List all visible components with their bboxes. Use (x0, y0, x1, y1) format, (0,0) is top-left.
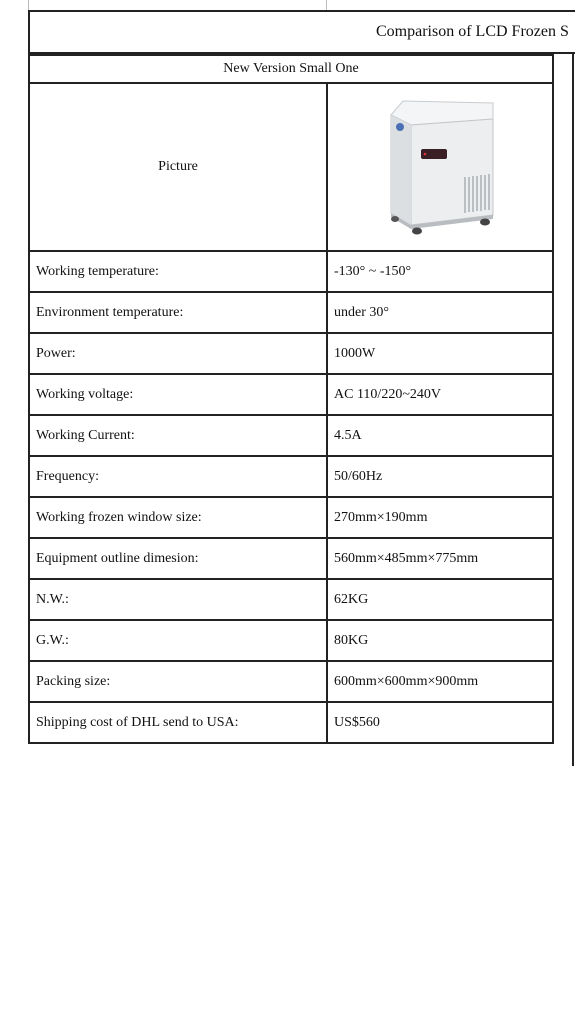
spec-label: Working Current: (29, 415, 327, 456)
spec-label: Frequency: (29, 456, 327, 497)
table-row (29, 292, 553, 333)
spec-label: N.W.: (29, 579, 327, 620)
chest-freezer-icon (381, 97, 499, 237)
table-row (29, 497, 553, 538)
spec-label: Power: (29, 333, 327, 374)
spec-label: Packing size: (29, 661, 327, 702)
spec-label: Shipping cost of DHL send to USA: (29, 702, 327, 743)
table-row (29, 333, 553, 374)
spec-label: Working frozen window size: (29, 497, 327, 538)
spec-value: 62KG (327, 579, 553, 620)
spec-label: Environment temperature: (29, 292, 327, 333)
spec-label: Equipment outline dimesion: (29, 538, 327, 579)
spec-label: Working temperature: (29, 251, 327, 292)
table-row (29, 620, 553, 661)
spec-value: 80KG (327, 620, 553, 661)
table-row (29, 702, 553, 743)
spec-value: 4.5A (327, 415, 553, 456)
spec-value: 270mm×190mm (327, 497, 553, 538)
table-row (29, 538, 553, 579)
table-header-row (29, 55, 553, 83)
table-row (29, 251, 553, 292)
table-row (29, 661, 553, 702)
spec-value: AC 110/220~240V (327, 374, 553, 415)
table-row (29, 456, 553, 497)
table-right-border (572, 54, 574, 766)
spec-value: -130° ~ -150° (327, 251, 553, 292)
table-row (29, 415, 553, 456)
picture-row (29, 83, 553, 251)
picture-label: Picture (29, 83, 327, 251)
table-row (29, 579, 553, 620)
spec-value: US$560 (327, 702, 553, 743)
model-header: New Version Small One (29, 55, 553, 83)
spec-value: 560mm×485mm×775mm (327, 538, 553, 579)
spec-table (28, 54, 554, 744)
spec-value: 1000W (327, 333, 553, 374)
spec-label: G.W.: (29, 620, 327, 661)
spec-value: 600mm×600mm×900mm (327, 661, 553, 702)
spec-label: Working voltage: (29, 374, 327, 415)
page-title: Comparison of LCD Frozen S (376, 23, 569, 40)
spec-value: under 30° (327, 292, 553, 333)
table-row (29, 374, 553, 415)
picture-cell (327, 83, 553, 251)
spec-value: 50/60Hz (327, 456, 553, 497)
title-row (28, 10, 575, 54)
